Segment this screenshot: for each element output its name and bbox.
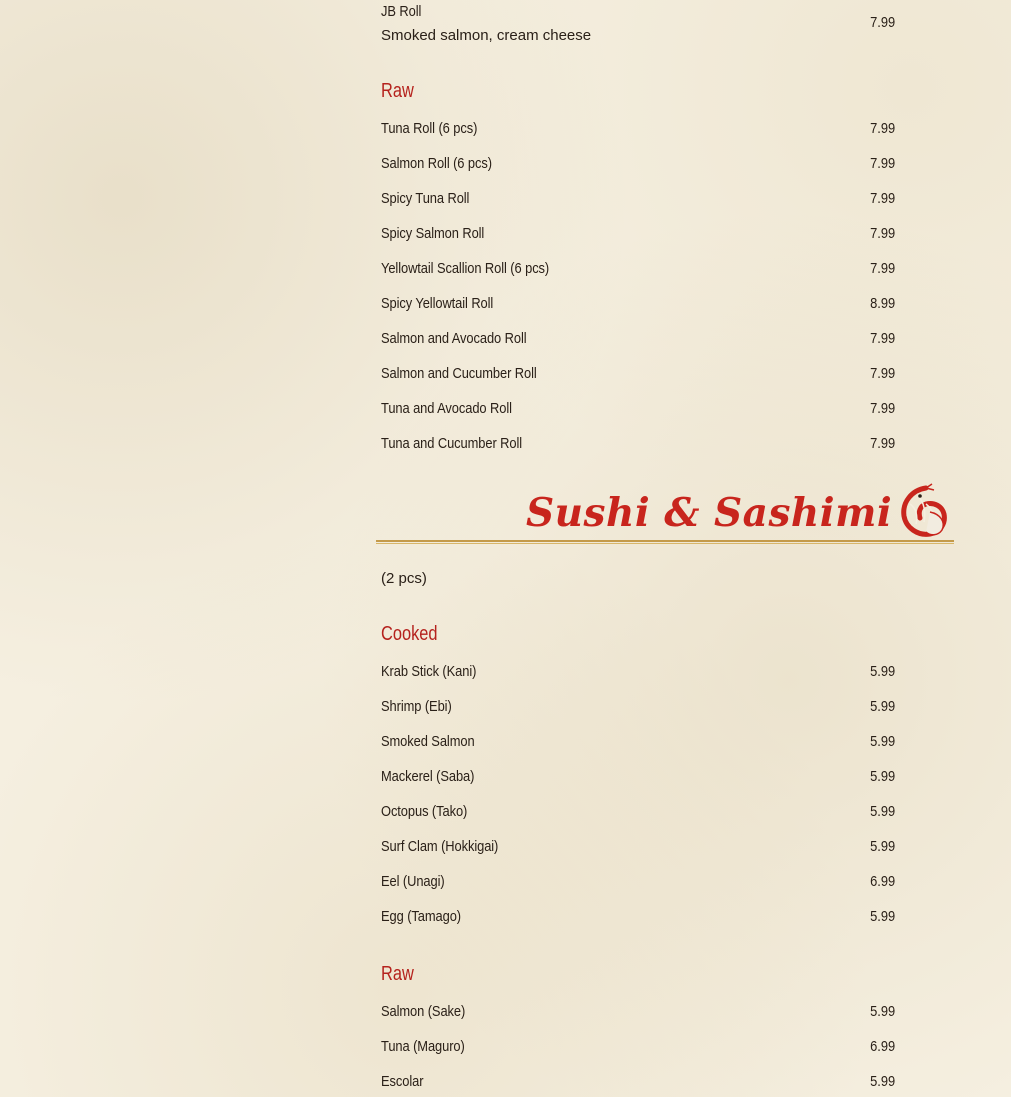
menu-item-price: 5.99 [869, 838, 895, 855]
menu-item-name: Tuna (Maguro) [381, 1038, 465, 1055]
menu-item-price: 5.99 [869, 1073, 895, 1090]
menu-item-name: Surf Clam (Hokkigai) [381, 838, 499, 855]
menu-item-name: Krab Stick (Kani) [381, 663, 477, 680]
menu-item-price: 7.99 [869, 14, 895, 31]
menu-item-price: 7.99 [869, 225, 895, 242]
section-note: (2 pcs) [381, 570, 427, 587]
menu-item-name: Salmon Roll (6 pcs) [381, 155, 492, 172]
section-title-sushi-sashimi: Sushi & Sashimi [526, 490, 893, 536]
menu-item-name: Tuna and Cucumber Roll [381, 435, 523, 452]
shrimp-icon [896, 482, 952, 538]
section-divider [376, 540, 954, 542]
menu-item-price: 7.99 [869, 330, 895, 347]
menu-item-price: 8.99 [869, 295, 895, 312]
menu-item-price: 7.99 [869, 400, 895, 417]
menu-item-price: 5.99 [869, 1003, 895, 1020]
menu-item-name: Shrimp (Ebi) [381, 698, 452, 715]
menu-item-price: 7.99 [869, 120, 895, 137]
menu-item-price: 7.99 [869, 260, 895, 277]
menu-item-name: Octopus (Tako) [381, 803, 468, 820]
menu-item-price: 7.99 [869, 155, 895, 172]
menu-item-name: Smoked Salmon [381, 733, 475, 750]
menu-item-name: Escolar [381, 1073, 424, 1090]
menu-item-name: Tuna Roll (6 pcs) [381, 120, 478, 137]
menu-item-name: Salmon (Sake) [381, 1003, 466, 1020]
menu-item-name: Egg (Tamago) [381, 908, 461, 925]
menu-item-price: 7.99 [869, 190, 895, 207]
section-divider-thin [376, 543, 954, 544]
menu-item-name: Spicy Tuna Roll [381, 190, 470, 207]
menu-item-price: 5.99 [869, 908, 895, 925]
sushi-cooked-heading: Cooked [381, 623, 438, 645]
menu-item-price: 5.99 [869, 733, 895, 750]
menu-item-price: 7.99 [869, 365, 895, 382]
menu-item-price: 5.99 [869, 698, 895, 715]
menu-item-name: Yellowtail Scallion Roll (6 pcs) [381, 260, 550, 277]
menu-item-description: Smoked salmon, cream cheese [381, 27, 592, 44]
menu-item-price: 6.99 [869, 873, 895, 890]
menu-item-name: Salmon and Cucumber Roll [381, 365, 537, 382]
menu-item-name: Spicy Yellowtail Roll [381, 295, 494, 312]
menu-item-price: 5.99 [869, 803, 895, 820]
menu-item-name: Tuna and Avocado Roll [381, 400, 512, 417]
menu-item-name: Eel (Unagi) [381, 873, 445, 890]
menu-item-name: Mackerel (Saba) [381, 768, 475, 785]
menu-item-name: JB Roll [381, 3, 422, 20]
menu-item-price: 5.99 [869, 768, 895, 785]
menu-item-price: 5.99 [869, 663, 895, 680]
menu-item-name: Spicy Salmon Roll [381, 225, 485, 242]
rolls-raw-heading: Raw [381, 80, 414, 102]
menu-item-price: 6.99 [869, 1038, 895, 1055]
menu-item-price: 7.99 [869, 435, 895, 452]
sushi-raw-heading: Raw [381, 963, 414, 985]
menu-item-name: Salmon and Avocado Roll [381, 330, 527, 347]
